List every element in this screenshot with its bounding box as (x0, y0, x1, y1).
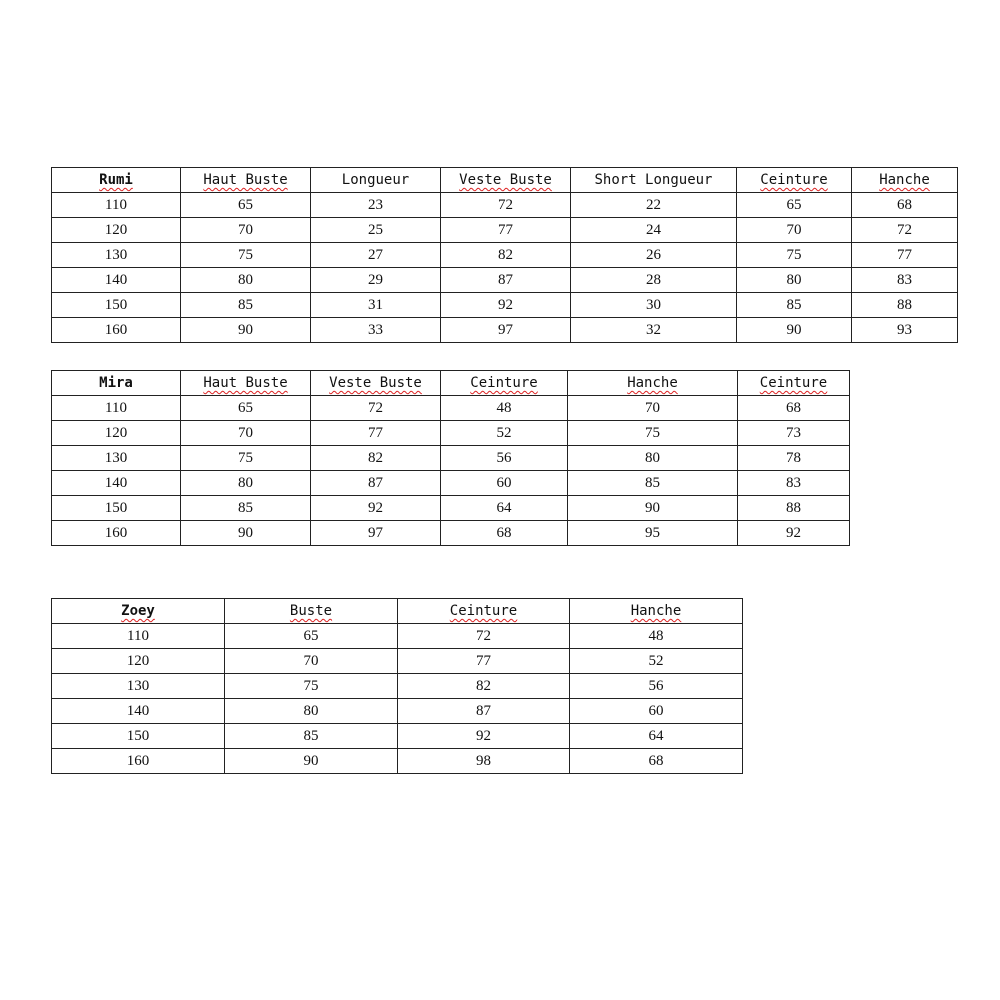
measurement-cell: 72 (441, 193, 571, 218)
measurement-cell: 80 (181, 268, 311, 293)
measurement-cell: 92 (441, 293, 571, 318)
column-header: Veste Buste (311, 371, 441, 396)
size-cell: 120 (52, 649, 225, 674)
measurement-cell: 56 (570, 674, 743, 699)
measurement-cell: 75 (737, 243, 852, 268)
column-header: Ceinture (737, 168, 852, 193)
size-cell: 160 (52, 749, 225, 774)
measurement-cell: 88 (852, 293, 958, 318)
size-table-mira (51, 370, 850, 546)
measurement-cell: 60 (570, 699, 743, 724)
measurement-cell: 48 (570, 624, 743, 649)
size-table-rumi (51, 167, 958, 343)
measurement-cell: 70 (225, 649, 398, 674)
column-header: Short Longueur (571, 168, 737, 193)
measurement-cell: 73 (738, 421, 850, 446)
measurement-cell: 85 (181, 496, 311, 521)
measurement-cell: 88 (738, 496, 850, 521)
measurement-cell: 64 (570, 724, 743, 749)
measurement-cell: 85 (568, 471, 738, 496)
size-cell: 140 (52, 471, 181, 496)
measurement-cell: 70 (181, 421, 311, 446)
measurement-cell: 78 (738, 446, 850, 471)
measurement-cell: 80 (737, 268, 852, 293)
measurement-cell: 97 (441, 318, 571, 343)
measurement-cell: 97 (311, 521, 441, 546)
measurement-cell: 87 (398, 699, 570, 724)
measurement-cell: 82 (441, 243, 571, 268)
measurement-cell: 64 (441, 496, 568, 521)
column-header: Ceinture (398, 599, 570, 624)
measurement-cell: 75 (181, 446, 311, 471)
measurement-cell: 52 (441, 421, 568, 446)
table-row (52, 243, 958, 268)
table-row (52, 318, 958, 343)
table-row (52, 268, 958, 293)
measurement-cell: 68 (852, 193, 958, 218)
measurement-cell: 72 (852, 218, 958, 243)
measurement-cell: 87 (441, 268, 571, 293)
table-row (52, 293, 958, 318)
measurement-cell: 82 (311, 446, 441, 471)
size-cell: 140 (52, 268, 181, 293)
measurement-cell: 22 (571, 193, 737, 218)
measurement-cell: 90 (181, 318, 311, 343)
table-header-row (52, 168, 958, 193)
measurement-cell: 23 (311, 193, 441, 218)
measurement-cell: 56 (441, 446, 568, 471)
table-row (52, 446, 850, 471)
measurement-cell: 68 (738, 396, 850, 421)
measurement-cell: 85 (737, 293, 852, 318)
measurement-cell: 90 (737, 318, 852, 343)
size-cell: 150 (52, 496, 181, 521)
measurement-cell: 70 (568, 396, 738, 421)
size-cell: 120 (52, 421, 181, 446)
measurement-cell: 28 (571, 268, 737, 293)
column-header: Ceinture (441, 371, 568, 396)
size-cell: 110 (52, 396, 181, 421)
measurement-cell: 90 (181, 521, 311, 546)
measurement-cell: 72 (311, 396, 441, 421)
measurement-cell: 25 (311, 218, 441, 243)
measurement-cell: 65 (181, 193, 311, 218)
measurement-cell: 30 (571, 293, 737, 318)
table-row (52, 649, 743, 674)
column-header: Buste (225, 599, 398, 624)
measurement-cell: 85 (181, 293, 311, 318)
column-header: Veste Buste (441, 168, 571, 193)
measurement-cell: 92 (311, 496, 441, 521)
column-header: Haut Buste (181, 371, 311, 396)
measurement-cell: 32 (571, 318, 737, 343)
measurement-cell: 95 (568, 521, 738, 546)
column-header: Hanche (568, 371, 738, 396)
table-name-cell: Rumi (52, 168, 181, 193)
measurement-cell: 80 (181, 471, 311, 496)
measurement-cell: 90 (225, 749, 398, 774)
measurement-cell: 48 (441, 396, 568, 421)
measurement-cell: 70 (181, 218, 311, 243)
measurement-cell: 33 (311, 318, 441, 343)
table-row (52, 699, 743, 724)
measurement-cell: 80 (568, 446, 738, 471)
table-name-cell: Mira (52, 371, 181, 396)
size-cell: 160 (52, 521, 181, 546)
measurement-cell: 93 (852, 318, 958, 343)
measurement-cell: 26 (571, 243, 737, 268)
size-cell: 140 (52, 699, 225, 724)
table-body (52, 396, 850, 546)
table-header-row (52, 371, 850, 396)
size-cell: 150 (52, 293, 181, 318)
measurement-cell: 77 (311, 421, 441, 446)
measurement-cell: 80 (225, 699, 398, 724)
size-cell: 160 (52, 318, 181, 343)
measurement-cell: 65 (225, 624, 398, 649)
size-cell: 150 (52, 724, 225, 749)
table-body (52, 624, 743, 774)
size-cell: 130 (52, 243, 181, 268)
measurement-cell: 77 (398, 649, 570, 674)
measurement-cell: 75 (568, 421, 738, 446)
measurement-cell: 65 (181, 396, 311, 421)
table-row (52, 674, 743, 699)
table-row (52, 218, 958, 243)
table-row (52, 471, 850, 496)
measurement-cell: 98 (398, 749, 570, 774)
measurement-cell: 65 (737, 193, 852, 218)
measurement-cell: 77 (852, 243, 958, 268)
size-table-zoey (51, 598, 743, 774)
table-row (52, 724, 743, 749)
measurement-cell: 24 (571, 218, 737, 243)
measurement-cell: 77 (441, 218, 571, 243)
measurement-cell: 75 (181, 243, 311, 268)
column-header: Hanche (570, 599, 743, 624)
column-header: Hanche (852, 168, 958, 193)
measurement-cell: 90 (568, 496, 738, 521)
table-row (52, 421, 850, 446)
column-header: Longueur (311, 168, 441, 193)
table-header-row (52, 599, 743, 624)
table-body (52, 193, 958, 343)
measurement-cell: 52 (570, 649, 743, 674)
table-row (52, 496, 850, 521)
measurement-cell: 92 (398, 724, 570, 749)
size-cell: 110 (52, 624, 225, 649)
measurement-cell: 83 (738, 471, 850, 496)
measurement-cell: 92 (738, 521, 850, 546)
column-header: Haut Buste (181, 168, 311, 193)
measurement-cell: 83 (852, 268, 958, 293)
size-cell: 120 (52, 218, 181, 243)
measurement-cell: 82 (398, 674, 570, 699)
measurement-cell: 68 (441, 521, 568, 546)
size-cell: 130 (52, 446, 181, 471)
measurement-cell: 29 (311, 268, 441, 293)
column-header: Ceinture (738, 371, 850, 396)
table-row (52, 396, 850, 421)
table-row (52, 749, 743, 774)
measurement-cell: 60 (441, 471, 568, 496)
measurement-cell: 85 (225, 724, 398, 749)
measurement-cell: 70 (737, 218, 852, 243)
measurement-cell: 75 (225, 674, 398, 699)
table-row (52, 624, 743, 649)
measurement-cell: 72 (398, 624, 570, 649)
table-name-cell: Zoey (52, 599, 225, 624)
size-cell: 130 (52, 674, 225, 699)
size-cell: 110 (52, 193, 181, 218)
table-row (52, 193, 958, 218)
table-row (52, 521, 850, 546)
measurement-cell: 68 (570, 749, 743, 774)
measurement-cell: 87 (311, 471, 441, 496)
measurement-cell: 27 (311, 243, 441, 268)
measurement-cell: 31 (311, 293, 441, 318)
